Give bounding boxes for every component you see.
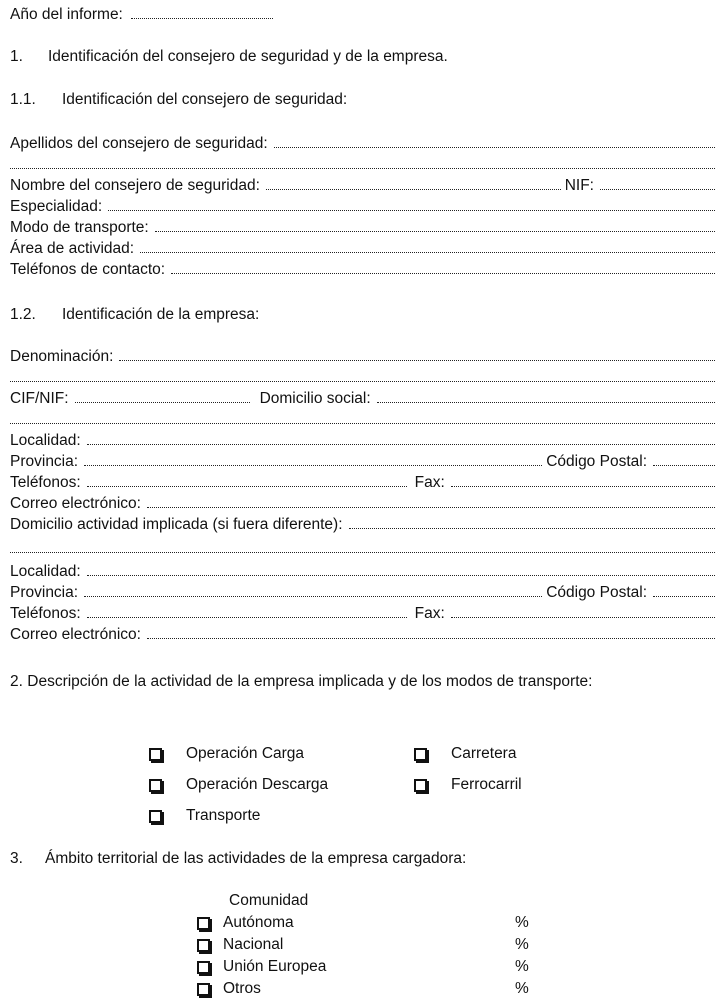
registered-address-input-line2[interactable] — [10, 411, 715, 424]
specialty-input[interactable] — [108, 198, 715, 211]
option-unloading[interactable] — [149, 776, 328, 794]
activity-address-label: Domicilio actividad implicada (si fuera diferente): — [10, 516, 343, 533]
section-1-number: 1. — [10, 48, 23, 65]
option-transport-label: Transporte — [186, 807, 261, 824]
scope-regional-line1: Comunidad — [229, 892, 309, 909]
contact-phones-label: Teléfonos de contacto: — [10, 261, 166, 278]
advisor-surname-continuation — [10, 156, 715, 176]
scope-national-percent: % — [515, 936, 529, 953]
scope-other-percent: % — [515, 980, 529, 997]
company-name-input[interactable] — [119, 348, 715, 361]
cif-label: CIF/NIF: — [10, 390, 69, 407]
advisor-name-label: Nombre del consejero de seguridad: — [10, 177, 260, 194]
activity-province-label: Provincia: — [10, 584, 79, 601]
scope-regional-label: Autónoma — [223, 914, 294, 931]
activity-address-input-line2[interactable] — [10, 540, 715, 553]
advisor-surname-label: Apellidos del consejero de seguridad: — [10, 135, 268, 152]
province-row — [10, 453, 715, 473]
checkbox-other[interactable] — [197, 983, 210, 996]
activity-province-input[interactable] — [84, 584, 542, 597]
advisor-surname-input-line2[interactable] — [10, 156, 715, 169]
scope-eu-percent: % — [515, 958, 529, 975]
activity-phones-label: Teléfonos: — [10, 605, 81, 622]
locality-label: Localidad: — [10, 432, 81, 449]
section-3-heading — [10, 850, 466, 868]
activity-province-row — [10, 584, 715, 604]
cif-row — [10, 390, 715, 410]
report-year-field — [10, 6, 273, 24]
fax-input[interactable] — [451, 474, 715, 487]
section-3-number: 3. — [10, 850, 23, 867]
email-row — [10, 495, 715, 515]
option-road-label: Carretera — [451, 745, 517, 762]
scope-other-label: Otros — [223, 980, 261, 997]
scope-national[interactable] — [197, 936, 283, 954]
checkbox-transport[interactable] — [149, 810, 162, 823]
contact-phones-input[interactable] — [171, 261, 715, 274]
email-label: Correo electrónico: — [10, 495, 141, 512]
activity-postal-code-label: Código Postal: — [546, 584, 647, 601]
registered-address-input[interactable] — [377, 390, 715, 403]
activity-email-label: Correo electrónico: — [10, 626, 141, 643]
section-1-heading — [10, 48, 448, 66]
email-input[interactable] — [147, 495, 715, 508]
option-rail-label: Ferrocarril — [451, 776, 522, 793]
activity-locality-row — [10, 563, 715, 583]
option-road[interactable] — [414, 745, 516, 763]
activity-email-input[interactable] — [147, 626, 715, 639]
scope-regional[interactable] — [197, 914, 294, 932]
section-1-1-title: Identificación del consejero de seguridad: — [62, 91, 348, 108]
advisor-surname-input[interactable] — [274, 135, 715, 148]
section-2-heading — [10, 672, 715, 692]
activity-address-row — [10, 516, 715, 536]
scope-regional-percent: % — [515, 914, 529, 931]
fax-label: Fax: — [414, 474, 445, 491]
cif-input[interactable] — [75, 390, 250, 403]
province-input[interactable] — [84, 453, 542, 466]
specialty-label: Especialidad: — [10, 198, 103, 215]
activity-phones-row — [10, 605, 715, 625]
section-1-1-heading — [10, 91, 347, 109]
activity-phones-input[interactable] — [87, 605, 407, 618]
option-loading[interactable] — [149, 745, 304, 763]
phones-input[interactable] — [87, 474, 407, 487]
checkbox-national[interactable] — [197, 939, 210, 952]
scope-eu[interactable] — [197, 958, 326, 976]
checkbox-unloading[interactable] — [149, 779, 162, 792]
company-name-continuation — [10, 369, 715, 389]
contact-phones-row — [10, 261, 715, 281]
activity-area-input[interactable] — [140, 240, 715, 253]
transport-mode-input[interactable] — [155, 219, 715, 232]
postal-code-label: Código Postal: — [546, 453, 647, 470]
report-year-label: Año del informe: — [10, 6, 123, 23]
activity-address-continuation — [10, 540, 715, 560]
registered-address-label: Domicilio social: — [259, 390, 371, 407]
scope-eu-label: Unión Europea — [223, 958, 327, 975]
option-rail[interactable] — [414, 776, 522, 794]
scope-other[interactable] — [197, 980, 261, 998]
activity-locality-label: Localidad: — [10, 563, 81, 580]
activity-postal-code-input[interactable] — [653, 584, 715, 597]
option-loading-label: Operación Carga — [186, 745, 305, 762]
postal-code-input[interactable] — [653, 453, 715, 466]
company-name-row — [10, 348, 715, 368]
checkbox-regional[interactable] — [197, 917, 210, 930]
section-1-2-heading — [10, 306, 259, 324]
report-year-input[interactable] — [131, 6, 273, 19]
locality-input[interactable] — [87, 432, 715, 445]
activity-area-label: Área de actividad: — [10, 240, 135, 257]
activity-fax-input[interactable] — [451, 605, 715, 618]
activity-email-row — [10, 626, 715, 646]
transport-mode-label: Modo de transporte: — [10, 219, 149, 236]
activity-fax-label: Fax: — [414, 605, 445, 622]
section-1-title: Identificación del consejero de seguridad y de la empresa. — [48, 48, 448, 65]
option-transport[interactable] — [149, 807, 260, 825]
advisor-name-row — [10, 177, 715, 197]
transport-mode-row — [10, 219, 715, 239]
option-unloading-label: Operación Descarga — [186, 776, 329, 793]
locality-row — [10, 432, 715, 452]
scope-national-label: Nacional — [223, 936, 284, 953]
province-label: Provincia: — [10, 453, 79, 470]
activity-area-row — [10, 240, 715, 260]
checkbox-rail[interactable] — [414, 779, 427, 792]
company-name-label: Denominación: — [10, 348, 114, 365]
section-2-title: Descripción de la actividad de la empresa implicada y de los modos de transporte: — [27, 673, 593, 690]
checkbox-road[interactable] — [414, 748, 427, 761]
specialty-row — [10, 198, 715, 218]
advisor-surname-row — [10, 135, 715, 155]
section-1-2-title: Identificación de la empresa: — [62, 306, 260, 323]
checkbox-loading[interactable] — [149, 748, 162, 761]
advisor-nif-input[interactable] — [600, 177, 715, 190]
phones-label: Teléfonos: — [10, 474, 81, 491]
registered-address-continuation — [10, 411, 715, 431]
section-2-number: 2. — [10, 673, 23, 690]
activity-locality-input[interactable] — [87, 563, 715, 576]
checkbox-eu[interactable] — [197, 961, 210, 974]
advisor-nif-label: NIF: — [564, 177, 594, 194]
advisor-name-input[interactable] — [266, 177, 561, 190]
phones-row — [10, 474, 715, 494]
activity-address-input[interactable] — [349, 516, 715, 529]
section-3-title: Ámbito territorial de las actividades de la empresa cargadora: — [45, 850, 467, 867]
company-name-input-line2[interactable] — [10, 369, 715, 382]
section-1-2-number: 1.2. — [10, 306, 36, 323]
section-1-1-number: 1.1. — [10, 91, 36, 108]
